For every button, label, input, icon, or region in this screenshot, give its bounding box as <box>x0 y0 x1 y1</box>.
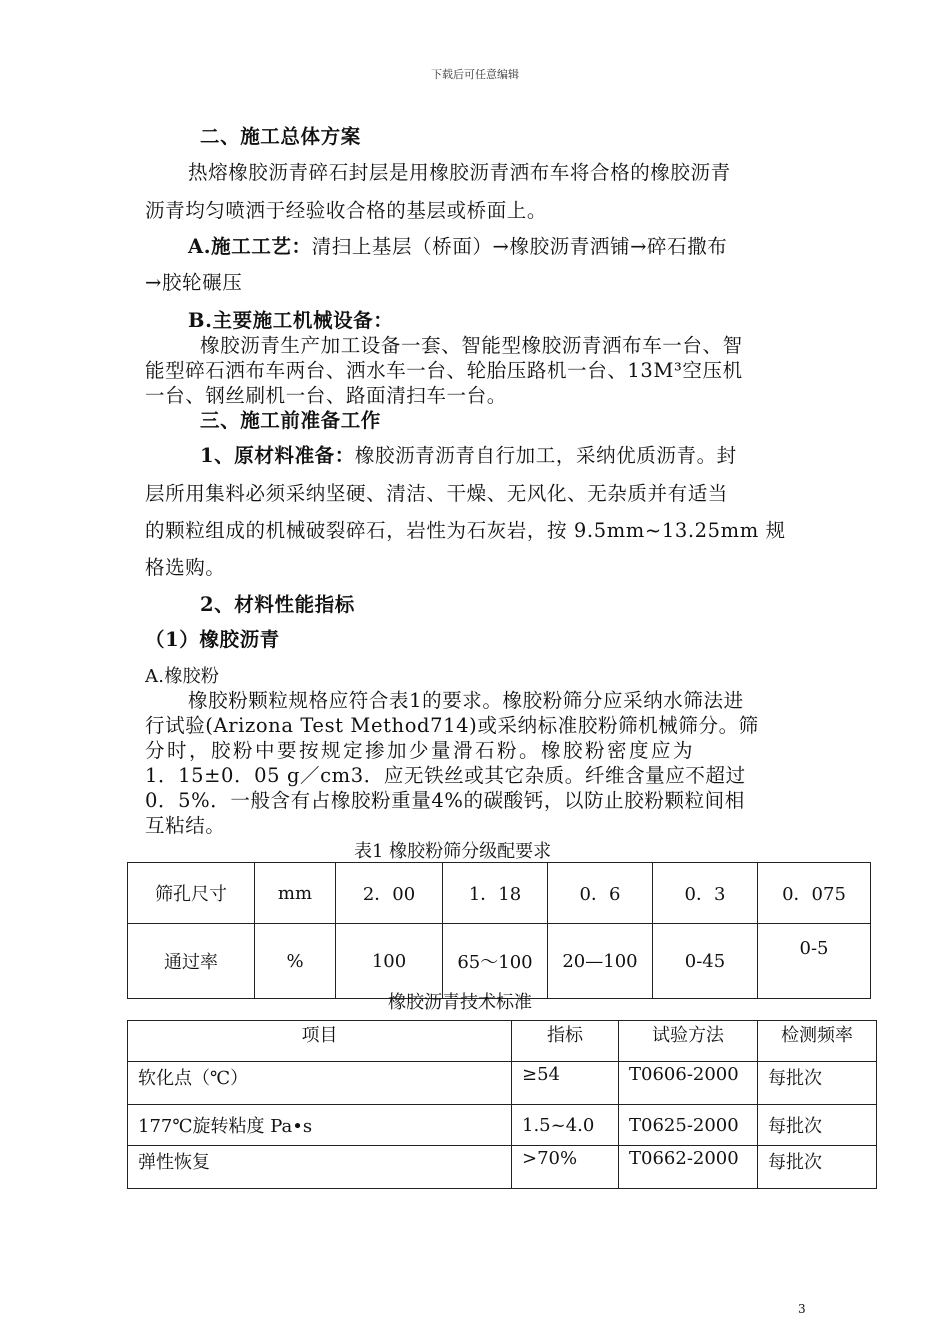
process-line-2: →胶轮碾压 <box>145 271 243 294</box>
table-cell: T0662-2000 <box>619 1146 758 1189</box>
table-cell: 0．3 <box>653 863 758 924</box>
rubber-asphalt-heading: （1）橡胶沥青 <box>145 628 280 651</box>
table-cell: 0-45 <box>653 924 758 999</box>
table-cell: >70% <box>512 1146 619 1189</box>
table-header-cell: 试验方法 <box>619 1021 758 1062</box>
table-header-cell: 项目 <box>128 1021 512 1062</box>
material-props-heading: 2、材料性能指标 <box>200 593 355 616</box>
table1-caption: 表1 橡胶粉筛分级配要求 <box>354 841 552 862</box>
para-line-1: 橡胶粉颗粒规格应符合表1的要求。橡胶粉筛分应采纳水筛法进 <box>188 689 744 712</box>
raw-material-line-3: 的颗粒组成的机械破裂碎石，岩性为石灰岩，按 9.5mm~13.25mm 规 <box>145 519 786 542</box>
section3-heading: 三、施工前准备工作 <box>200 409 381 432</box>
table-cell: % <box>255 924 336 999</box>
table-cell: 每批次 <box>758 1146 877 1189</box>
table-row <box>128 863 871 924</box>
table-header-row <box>128 1021 877 1062</box>
raw-material-label: 1、原材料准备： <box>200 444 355 467</box>
spec-table <box>127 1020 877 1189</box>
table-cell: 0．075 <box>758 863 871 924</box>
table-cell: 0-5 <box>758 924 871 999</box>
table-row <box>128 1062 877 1105</box>
table-cell: 1．18 <box>443 863 548 924</box>
table-cell: 2．00 <box>336 863 443 924</box>
equipment-heading: B.主要施工机械设备： <box>188 309 394 332</box>
process-line <box>188 234 727 260</box>
section2-heading: 二、施工总体方案 <box>200 125 361 148</box>
table-cell: 弹性恢复 <box>128 1146 512 1189</box>
page-number: 3 <box>798 1302 806 1316</box>
table-row <box>128 1146 877 1189</box>
equipment-line-2: 能型碎石洒布车两台、洒水车一台、轮胎压路机一台、13M³空压机 <box>145 359 743 382</box>
table-cell: T0606-2000 <box>619 1062 758 1105</box>
table2-caption: 橡胶沥青技术标准 <box>388 992 532 1013</box>
para-line-5: 0．5%．一般含有占橡胶粉重量4%的碳酸钙，以防止胶粉颗粒间相 <box>145 789 745 812</box>
sieve-table <box>127 862 871 999</box>
table-cell: 每批次 <box>758 1105 877 1146</box>
table-header-cell: 指标 <box>512 1021 619 1062</box>
para-line-2: 行试验(Arizona Test Method714)或采纳标准胶粉筛机械筛分。筛 <box>145 714 759 737</box>
page-header: 下载后可任意编辑 <box>431 68 519 81</box>
raw-material-line <box>200 443 737 469</box>
para-line-6: 互粘结。 <box>145 814 226 837</box>
raw-material-line-4: 格选购。 <box>145 556 226 579</box>
table-header-cell: 检测频率 <box>758 1021 877 1062</box>
raw-material-line-2: 层所用集料必须采纳坚硬、清洁、干燥、无风化、无杂质并有适当 <box>145 482 728 505</box>
table-cell: 177℃旋转粘度 Pa•s <box>128 1105 512 1146</box>
table-cell: 65～100 <box>443 924 548 999</box>
intro-line-2: 沥青均匀喷洒于经验收合格的基层或桥面上。 <box>145 199 548 222</box>
para-line-4: 1．15±0．05 g／cm3．应无铁丝或其它杂质。纤维含量应不超过 <box>145 764 746 787</box>
table-cell: 每批次 <box>758 1062 877 1105</box>
process-label: A.施工工艺： <box>188 235 312 258</box>
process-text: 清扫上基层（桥面）→橡胶沥青洒铺→碎石撒布 <box>311 235 728 258</box>
intro-line-1: 热熔橡胶沥青碎石封层是用橡胶沥青洒布车将合格的橡胶沥青 <box>188 161 731 184</box>
equipment-line-1: 橡胶沥青生产加工设备一套、智能型橡胶沥青洒布车一台、智 <box>200 334 743 357</box>
table-row <box>128 1105 877 1146</box>
table-cell: 0．6 <box>548 863 653 924</box>
table-cell: 通过率 <box>128 924 255 999</box>
table-cell: T0625-2000 <box>619 1105 758 1146</box>
table-cell: 100 <box>336 924 443 999</box>
raw-material-text: 橡胶沥青沥青自行加工，采纳优质沥青。封 <box>354 444 737 467</box>
table-cell: ≥54 <box>512 1062 619 1105</box>
table-cell: 20—100 <box>548 924 653 999</box>
equipment-line-3: 一台、钢丝刷机一台、路面清扫车一台。 <box>145 384 507 407</box>
para-line-3: 分时，胶粉中要按规定掺加少量滑石粉。橡胶粉密度应为 <box>145 739 696 762</box>
table-cell: 1.5~4.0 <box>512 1105 619 1146</box>
table-cell: 软化点（℃） <box>128 1062 512 1105</box>
table-cell: 筛孔尺寸 <box>128 863 255 924</box>
rubber-powder-heading: A.橡胶粉 <box>145 666 220 687</box>
table-cell: mm <box>255 863 336 924</box>
